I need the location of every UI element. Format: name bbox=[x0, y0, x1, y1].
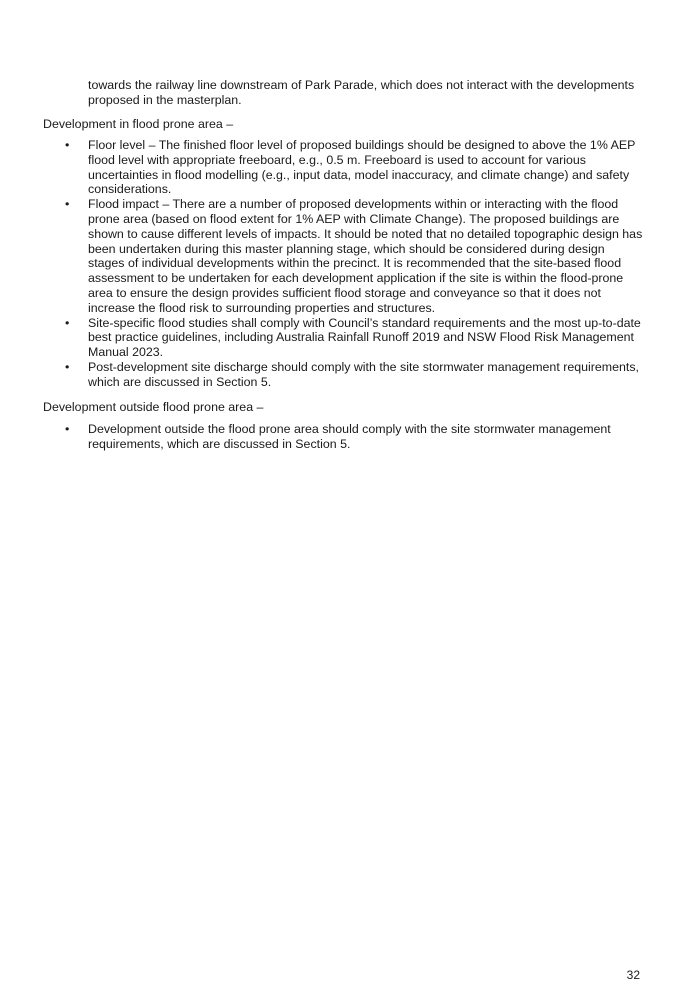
bullet-item-post-development-discharge bbox=[43, 360, 643, 390]
bullet-text: Flood impact – There are a number of proposed developments within or interacting with the flood prone area (based on flood extent for 1% AEP with Climate Change). The proposed buildings are shown to cause different levels of impacts. It should be noted that no detailed topographic design has been undertaken during this master planning stage, which should be considered during design stages of individual developments within the precinct. It is recommended that the site-based flood assessment to be undertaken for each development application if the site is within the flood-prone area to ensure the design provides sufficient flood storage and conveyance so that it does not increase the flood risk to surrounding properties and structures. bbox=[88, 197, 643, 315]
bullet-icon: • bbox=[65, 359, 70, 374]
bullet-icon: • bbox=[65, 315, 70, 330]
bullet-icon: • bbox=[65, 422, 70, 436]
bullet-text: Post-development site discharge should comply with the site stormwater management requirements, which are discussed in Section 5. bbox=[88, 359, 639, 389]
heading-development-outside-flood-prone-area: Development outside flood prone area – bbox=[43, 400, 264, 414]
bullet-icon: • bbox=[65, 138, 70, 152]
bullet-list-flood-prone bbox=[43, 138, 643, 390]
bullet-text: Development outside the flood prone area should comply with the site stormwater management requirements, which are discussed in Section 5. bbox=[88, 422, 611, 451]
page-number: 32 bbox=[626, 968, 640, 982]
bullet-text: Site-specific flood studies shall comply with Council’s standard requirements and the most up-to-date best practice guidelines, including Australia Rainfall Runoff 2019 and NSW Flood Risk Management Manual 2023. bbox=[88, 315, 641, 360]
bullet-list-outside-flood-prone bbox=[43, 422, 643, 452]
bullet-item-flood-impact bbox=[43, 197, 643, 315]
bullet-icon: • bbox=[65, 197, 70, 212]
bullet-item-floor-level bbox=[43, 138, 643, 197]
bullet-item-outside-development bbox=[43, 422, 643, 452]
continuation-paragraph: towards the railway line downstream of Park Parade, which does not interact with the developments proposed in the masterplan. bbox=[88, 78, 635, 107]
heading-development-in-flood-prone-area: Development in flood prone area – bbox=[43, 117, 234, 131]
bullet-item-site-specific-studies bbox=[43, 316, 643, 360]
bullet-text: Floor level – The finished floor level of proposed buildings should be designed to above the 1% AEP flood level with appropriate freeboard, e.g., 0.5 m. Freeboard is used to account for various uncertainties in flood modelling (e.g., input data, model inaccuracy, and climate change) and safety considerations. bbox=[88, 138, 636, 197]
